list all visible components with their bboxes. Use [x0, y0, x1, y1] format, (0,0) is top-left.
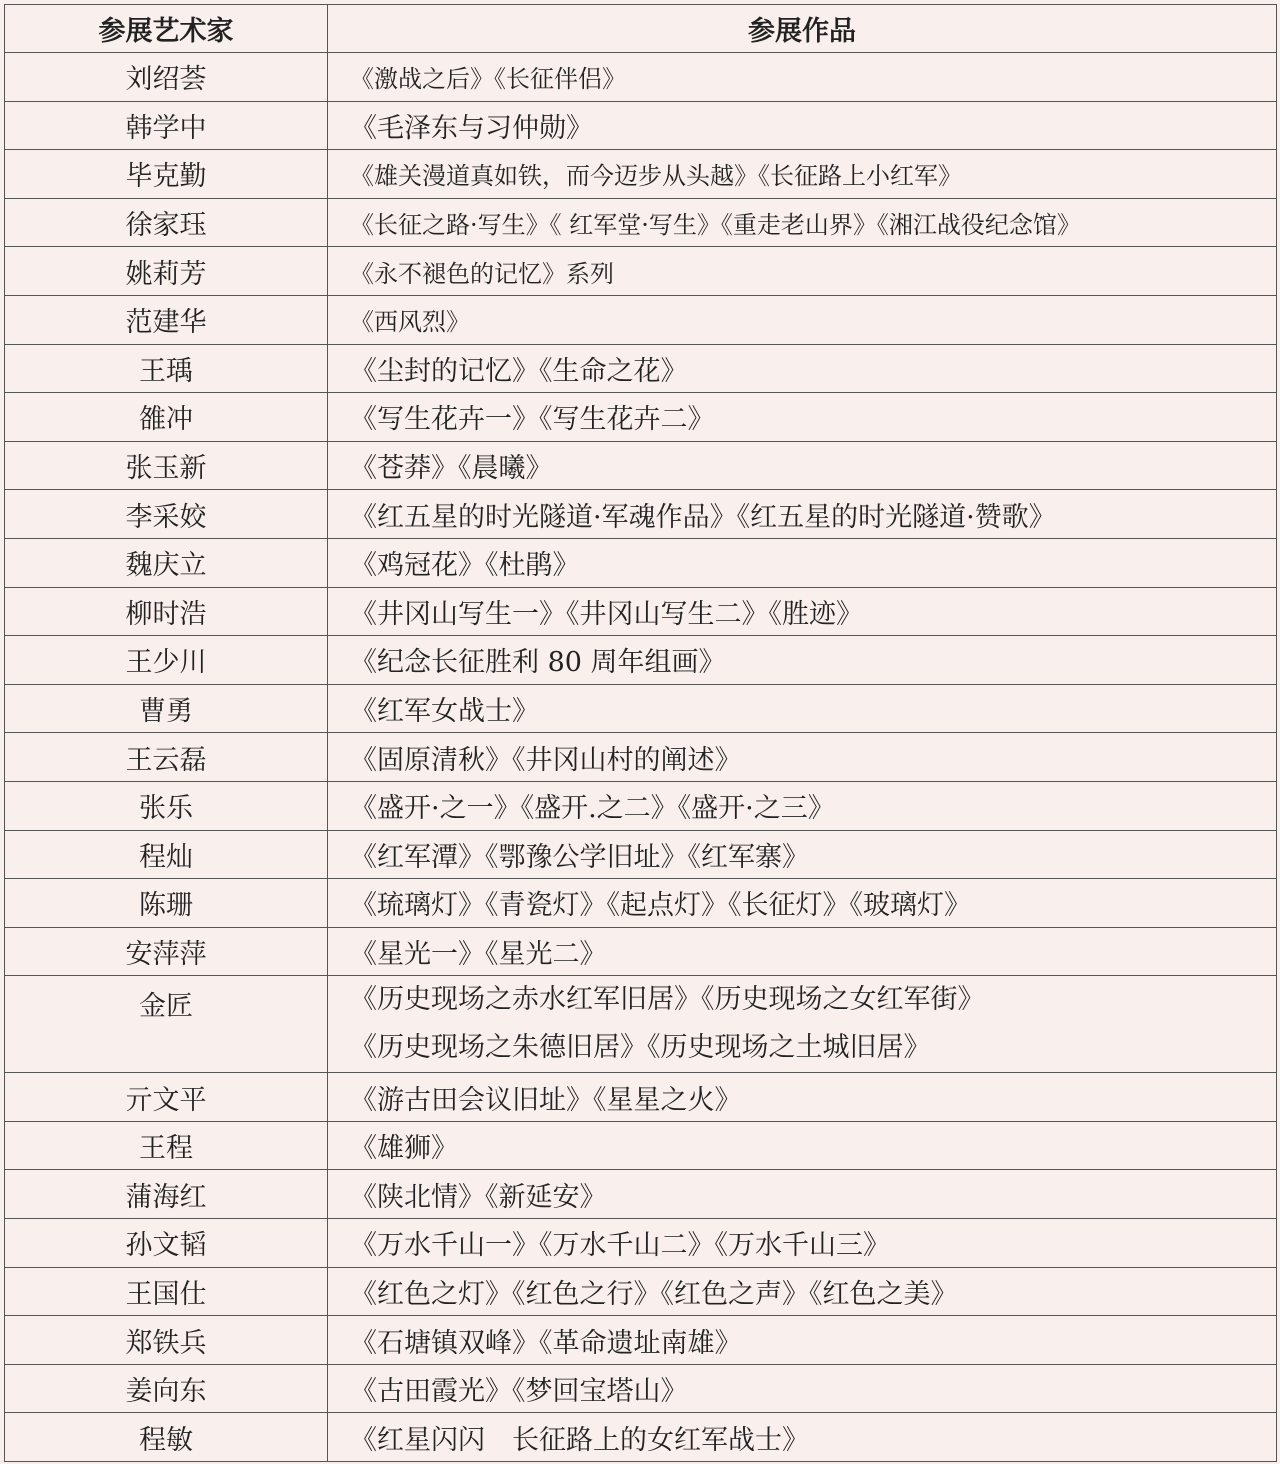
- works-cell: [328, 830, 1277, 879]
- works-cell: [328, 101, 1277, 150]
- works-cell: [328, 636, 1277, 685]
- works-text: 《激战之后》《长征伴侣》: [350, 65, 626, 94]
- artist-cell: 范建华: [5, 295, 328, 344]
- artist-cell: 安萍萍: [5, 927, 328, 976]
- works-text: 《鸡冠花》《杜鹃》: [350, 550, 580, 582]
- header-artist: 参展艺术家: [5, 5, 328, 53]
- artist-cell: 姜向东: [5, 1364, 328, 1413]
- works-text: 《井冈山写生一》《井冈山写生二》《胜迹》: [350, 598, 863, 630]
- exhibition-table: [4, 4, 1277, 1462]
- table-row: [5, 830, 1277, 879]
- table-row: [5, 781, 1277, 830]
- artist-cell: 金匠: [5, 976, 328, 1073]
- table-row: [5, 150, 1277, 199]
- works-text: 《西风烈》: [350, 308, 470, 337]
- works-cell: [328, 879, 1277, 928]
- works-text: 《红星闪闪 长征路上的女红军战士》: [350, 1424, 809, 1456]
- table-row: [5, 1121, 1277, 1170]
- works-text: 《写生花卉一》《写生花卉二》: [350, 404, 715, 436]
- works-text: 《琉璃灯》《青瓷灯》《起点灯》《长征灯》《玻璃灯》: [350, 890, 971, 922]
- table-row: [5, 587, 1277, 636]
- works-cell: [328, 538, 1277, 587]
- works-text: 《尘封的记忆》《生命之花》: [350, 355, 688, 387]
- table-body: [5, 53, 1277, 1462]
- artist-cell: 张玉新: [5, 441, 328, 490]
- works-text: 《雄狮》: [350, 1133, 458, 1165]
- works-text: 《星光一》《星光二》: [350, 938, 607, 970]
- works-text: 《红军潭》《鄂豫公学旧址》《红军寨》: [350, 841, 809, 873]
- table-row: [5, 684, 1277, 733]
- artist-cell: 柳时浩: [5, 587, 328, 636]
- works-text: 《永不褪色的记忆》系列: [350, 259, 614, 288]
- works-text: 《古田霞光》《梦回宝塔山》: [350, 1376, 688, 1408]
- table-row: [5, 295, 1277, 344]
- header-row: [5, 5, 1277, 53]
- works-cell: [328, 1413, 1277, 1462]
- works-cell: [328, 1267, 1277, 1316]
- artist-cell: 蒲海红: [5, 1170, 328, 1219]
- works-cell: [328, 441, 1277, 490]
- artist-cell: 程敏: [5, 1413, 328, 1462]
- works-cell: [328, 1073, 1277, 1122]
- works-text: 《万水千山一》《万水千山二》《万水千山三》: [350, 1230, 890, 1262]
- artist-cell: 王瑀: [5, 344, 328, 393]
- table-row: [5, 733, 1277, 782]
- works-text: 《固原清秋》《井冈山村的阐述》: [350, 744, 742, 776]
- artist-cell: 李采姣: [5, 490, 328, 539]
- works-text: 《苍莽》《晨曦》: [350, 453, 553, 485]
- works-text: 《红军女战士》: [350, 696, 539, 728]
- artist-cell: 徐家珏: [5, 198, 328, 247]
- artist-cell: 刘绍荟: [5, 53, 328, 102]
- works-cell: [328, 393, 1277, 442]
- works-text: 《红五星的时光隧道·军魂作品》《红五星的时光隧道·赞歌》: [350, 501, 1056, 533]
- artist-cell: 郑铁兵: [5, 1316, 328, 1365]
- table-row: [5, 344, 1277, 393]
- works-cell: [328, 150, 1277, 199]
- artist-cell: 毕克勤: [5, 150, 328, 199]
- works-cell: [328, 53, 1277, 102]
- table-row: [5, 1316, 1277, 1365]
- table-row: [5, 538, 1277, 587]
- works-cell: [328, 684, 1277, 733]
- artist-cell: 王云磊: [5, 733, 328, 782]
- artist-cell: 姚莉芳: [5, 247, 328, 296]
- header-works: 参展作品: [328, 5, 1277, 53]
- table-row: [5, 976, 1277, 1073]
- table-row: [5, 1170, 1277, 1219]
- works-text: 《纪念长征胜利 80 周年组画》: [350, 647, 726, 679]
- table-row: [5, 1267, 1277, 1316]
- works-cell: [328, 1316, 1277, 1365]
- works-text: 《盛开·之一》《盛开.之二》《盛开·之三》: [350, 793, 835, 825]
- table-row: [5, 1073, 1277, 1122]
- works-text: 《长征之路·写生》《 红军堂·写生》《重走老山界》《湘江战役纪念馆》: [350, 211, 1081, 240]
- artist-cell: 王国仕: [5, 1267, 328, 1316]
- table-row: [5, 1413, 1277, 1462]
- works-cell: [328, 198, 1277, 247]
- works-text: 《游古田会议旧址》《星星之火》: [350, 1084, 742, 1116]
- table-row: [5, 101, 1277, 150]
- works-cell: [328, 733, 1277, 782]
- works-cell: [328, 976, 1277, 1073]
- works-cell: [328, 587, 1277, 636]
- table-row: [5, 927, 1277, 976]
- table-row: [5, 247, 1277, 296]
- works-cell: [328, 344, 1277, 393]
- artist-cell: 程灿: [5, 830, 328, 879]
- artist-cell: 陈珊: [5, 879, 328, 928]
- works-cell: [328, 1219, 1277, 1268]
- works-text: 《雄关漫道真如铁，而今迈步从头越》《长征路上小红军》: [350, 162, 962, 191]
- works-text: 《历史现场之朱德旧居》《历史现场之土城旧居》: [350, 1032, 931, 1064]
- works-cell: [328, 1364, 1277, 1413]
- artist-cell: 王少川: [5, 636, 328, 685]
- artist-cell: 雒冲: [5, 393, 328, 442]
- artist-cell: 王程: [5, 1121, 328, 1170]
- table-row: [5, 879, 1277, 928]
- artist-cell: 亓文平: [5, 1073, 328, 1122]
- table-row: [5, 1219, 1277, 1268]
- works-cell: [328, 927, 1277, 976]
- table-row: [5, 393, 1277, 442]
- works-cell: [328, 295, 1277, 344]
- table-row: [5, 636, 1277, 685]
- works-cell: [328, 781, 1277, 830]
- works-cell: [328, 247, 1277, 296]
- works-text: 《历史现场之赤水红军旧居》《历史现场之女红军街》: [350, 984, 985, 1016]
- table-row: [5, 1364, 1277, 1413]
- works-text: 《毛泽东与习仲勋》: [350, 112, 593, 144]
- works-cell: [328, 1170, 1277, 1219]
- artist-cell: 孙文韬: [5, 1219, 328, 1268]
- works-text: 《石塘镇双峰》《革命遗址南雄》: [350, 1327, 742, 1359]
- table-row: [5, 53, 1277, 102]
- artist-cell: 张乐: [5, 781, 328, 830]
- artist-cell: 韩学中: [5, 101, 328, 150]
- artist-cell: 魏庆立: [5, 538, 328, 587]
- works-text: 《陕北情》《新延安》: [350, 1181, 607, 1213]
- works-cell: [328, 1121, 1277, 1170]
- table-row: [5, 198, 1277, 247]
- table-row: [5, 441, 1277, 490]
- works-text: 《红色之灯》《红色之行》《红色之声》《红色之美》: [350, 1278, 958, 1310]
- works-cell: [328, 490, 1277, 539]
- table-row: [5, 490, 1277, 539]
- artist-cell: 曹勇: [5, 684, 328, 733]
